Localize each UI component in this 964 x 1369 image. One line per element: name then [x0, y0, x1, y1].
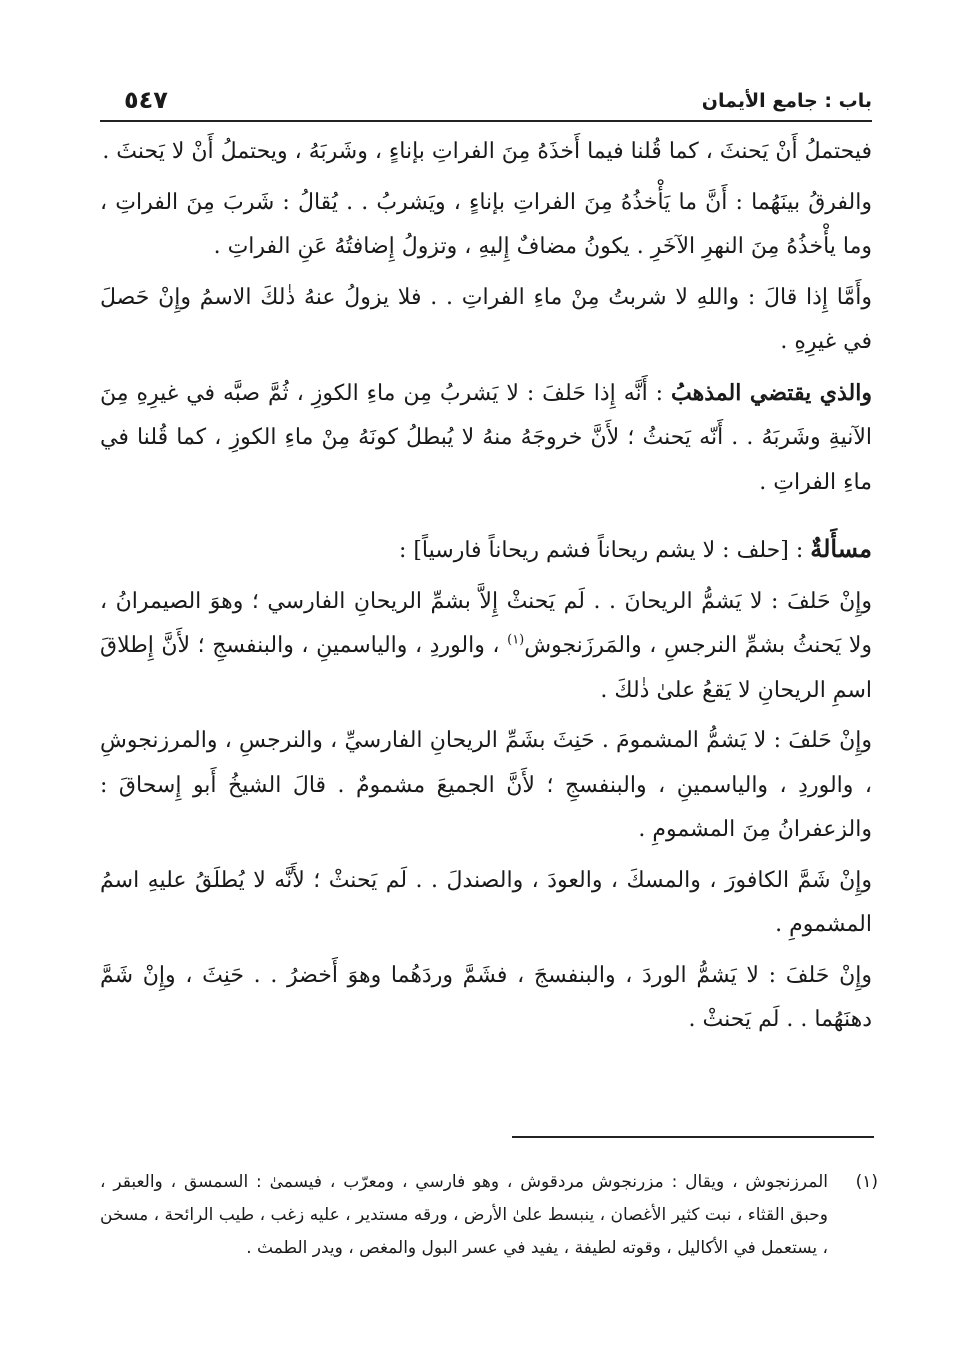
paragraph: وإِنْ حَلفَ : لا يَشمُّ المشمومَ . حَنِثَ بشَمِّ الريحانِ الفارسيِّ ، والنرجسِ ، والمرزنجوشِ ، والوردِ ، والياسمينِ ، والبنفسجِ ؛ لأَنَّ الجميعَ مشمومٌ . قالَ الشيخُ أَبو إِسحاقَ : والزعفرانُ مِنَ المشمومِ . — [100, 728, 872, 842]
page-header — [100, 84, 872, 122]
paragraph: والفرقُ بينَهُما : أَنَّ ما يَأْخذُهُ مِنَ الفراتِ بإناءٍ ، ويَشربُ . . يُقالُ : شَربَ مِنَ الفراتِ ، وما يأْخذُهُ مِنَ النهرِ الآخَرِ . يكونُ مضافٌ إِليهِ ، وتزولُ إِضافتُهُ عَنِ الفراتِ . — [100, 189, 872, 259]
paragraph: وأَمَّا إِذا قالَ : واللهِ لا شربتُ مِنْ ماءِ الفراتِ . . فلا يزولُ عنهُ ذٰلكَ الاسمُ وإِنْ حَصلَ في غيرِهِ . — [100, 284, 873, 354]
chapter-title: باب : جامع الأيمان — [701, 90, 872, 112]
masala-heading — [100, 527, 872, 574]
paragraph — [100, 371, 872, 506]
paragraph — [100, 580, 872, 714]
main-text — [100, 130, 872, 1049]
paragraph-text: وإِنْ حَلفَ : لا يَشمُّ الريحانَ . . لَم يَحنثْ إِلاَّ بشمِّ الريحانِ الفارسي ؛ وهوَ الصيمرانُ ، ولا يَحنثُ بشمِّ النرجسِ ، والمَرزَنجوش — [100, 588, 872, 658]
footnote-number: (١) — [855, 1172, 878, 1192]
paragraph-text: ، والوردِ ، والياسمينِ ، والبنفسجِ ؛ لأَنَّ إِطلاقَ اسمِ الريحانِ لا يَقعُ علىٰ ذٰلكَ . — [100, 633, 872, 703]
footnote-divider — [512, 1136, 874, 1138]
paragraph: وإِنْ شَمَّ الكافورَ ، والمسكَ ، والعودَ ، والصندلَ . . لَم يَحنثْ ؛ لأَنَّه لا يُطلَقُ عليهِ اسمُ المشمومِ . — [100, 867, 872, 937]
masala-label: مسأَلةٌ — [810, 534, 872, 563]
footnote-text: المرزنجوش ، ويقال : مزرنجوش مردقوش ، وهو فارسي ، ومعرّب ، فيسمىٰ : السمسق ، والعبقر ، وحبق القثاء ، نبت كثير الأغصان ، ينبسط علىٰ الأرض ، ورقه مستدير ، عليه زغب ، طيب الرائحة ، مسخن ، يستعمل في الأكاليل ، وقوته لطيفة ، يفيد في عسر البول والمغص ، ويدر الطمث . — [100, 1172, 828, 1258]
page-number: ٥٤٧ — [124, 86, 168, 114]
footnote-ref[interactable]: (١) — [507, 632, 525, 648]
paragraph-text: : أَنَّه إِذا حَلفَ : لا يَشربُ مِن ماءِ الكوزِ ، ثُمَّ صبَّه في غيرِهِ مِنَ الآنيةِ وشَربَهُ . . أَنّه يَحنثُ ؛ لأَنَّ خروجَهُ منهُ لا يُبطلُ كونَهُ مِنْ ماءِ الكوزِ ، كما قُلنا في ماءِ الفراتِ . — [100, 380, 872, 495]
paragraph-lead: والذي يقتضي المذهبُ — [671, 379, 873, 406]
footnote — [100, 1166, 878, 1265]
masala-title: : [حلف : لا يشم ريحاناً فشم ريحاناً فارسياً] : — [398, 538, 811, 563]
paragraph: فيحتملُ أَنْ يَحنثَ ، كما قُلنا فيما أَخذَهُ مِنَ الفراتِ بإناءٍ ، وشَربَهُ ، ويحتملُ أَنْ لا يَحنثَ . — [102, 139, 872, 164]
paragraph: وإِنْ حَلفَ : لا يَشمُّ الوردَ ، والبنفسجَ ، فشَمَّ وردَهُما وهوَ أَخضرُ . . حَنِثَ ، وإِنْ شَمَّ دهنَهُما . . لَم يَحنثْ . — [100, 962, 872, 1032]
